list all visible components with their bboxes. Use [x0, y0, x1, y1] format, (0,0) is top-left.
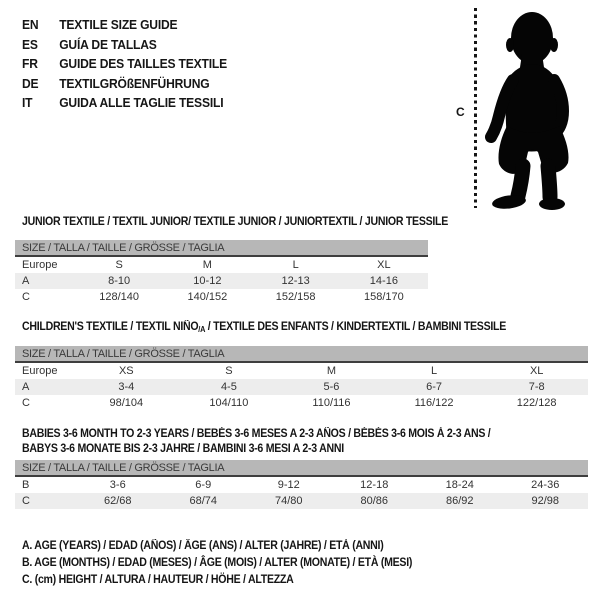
months-cell: 6-9	[195, 479, 212, 491]
height-cell: 122/128	[516, 397, 557, 409]
row-label: Europe	[22, 259, 58, 271]
age-cell: 14-16	[369, 275, 398, 287]
language-row-es	[22, 35, 227, 55]
children-size-table	[15, 346, 588, 411]
size-cell: L	[292, 259, 299, 271]
height-measure-label: C	[456, 105, 465, 119]
size-header-bar: SIZE / TALLA / TAILLE / GRÖSSE / TAGLIA	[15, 240, 428, 257]
height-cell: 92/98	[531, 495, 560, 507]
size-cell: XS	[118, 365, 134, 377]
language-row-en	[22, 15, 227, 35]
row-label: C	[22, 397, 30, 409]
title-part: CHILDREN'S TEXTILE / TEXTIL NIÑO	[22, 321, 199, 333]
height-cell: 158/170	[363, 291, 404, 303]
babies-table-title-line2: BABYS 3-6 MONATE BIS 2-3 JAHRE / BAMBINI 3-6 MESI A 2-3 ANNI	[22, 443, 344, 455]
age-cell: 12-13	[281, 275, 310, 287]
size-header-bar: SIZE / TALLA / TAILLE / GRÖSSE / TAGLIA	[15, 460, 588, 477]
language-title: TEXTILGRÖßENFÜHRUNG	[59, 75, 210, 91]
language-title: GUIDA ALLE TAGLIE TESSILI	[59, 95, 224, 110]
table-row-height	[15, 493, 588, 509]
height-cell: 116/122	[414, 397, 454, 409]
months-cell: 12-18	[360, 479, 389, 491]
junior-table-title: JUNIOR TEXTILE / TEXTIL JUNIOR/ TEXTILE JUNIOR / JUNIORTEXTIL / JUNIOR TESSILE	[22, 216, 449, 228]
row-label: A	[22, 381, 30, 393]
language-row-fr	[22, 54, 227, 74]
age-cell: 3-4	[118, 381, 135, 393]
row-label: A	[22, 275, 30, 287]
language-title: GUIDE DES TAILLES TEXTILE	[59, 56, 227, 71]
size-cell: S	[115, 259, 123, 271]
size-cell: M	[202, 259, 212, 271]
language-row-de	[22, 74, 227, 94]
size-header-bar: SIZE / TALLA / TAILLE / GRÖSSE / TAGLIA	[15, 346, 588, 363]
row-label: C	[22, 495, 30, 507]
age-cell: 8-10	[108, 275, 131, 287]
months-cell: 3-6	[109, 479, 126, 491]
height-cell: 86/92	[445, 495, 474, 507]
height-cell: 152/158	[275, 291, 316, 303]
row-label: B	[22, 479, 30, 491]
height-cell: 128/140	[99, 291, 139, 303]
language-code: IT	[22, 95, 33, 110]
table-row-height	[15, 289, 428, 305]
table-row-height	[15, 395, 588, 411]
row-label: C	[22, 291, 30, 303]
note-age-months: B. AGE (MONTHS) / EDAD (MESES) / ÂGE (MOIS) / ALTER (MONATE) / ETÀ (MESI)	[22, 557, 413, 569]
title-subscript: /A	[198, 325, 206, 334]
months-cell: 24-36	[531, 479, 560, 491]
height-cell: 98/104	[109, 397, 144, 409]
size-cell: XL	[377, 259, 391, 271]
language-code: FR	[22, 56, 38, 71]
row-label: Europe	[22, 365, 58, 377]
legend-notes	[22, 538, 412, 589]
size-cell: L	[431, 365, 438, 377]
children-table-title	[22, 321, 506, 336]
height-cell: 80/86	[360, 495, 389, 507]
babies-table-title-line1: BABIES 3-6 MONTH TO 2-3 YEARS / BEBÉS 3-6 MESES A 2-3 AÑOS / BÉBÉS 3-6 MOIS À 2-3 ANS /	[22, 428, 491, 440]
language-code: DE	[22, 75, 39, 91]
toddler-silhouette-icon	[482, 6, 580, 212]
height-cell: 140/152	[187, 291, 228, 303]
note-age-years: A. AGE (YEARS) / EDAD (AÑOS) / ÂGE (ANS) / ALTER (JAHRE) / ETÀ (ANNI)	[22, 540, 384, 552]
note-height-cm: C. (cm) HEIGHT / ALTURA / HAUTEUR / HÖHE / ALTEZZA	[22, 574, 294, 586]
language-code: ES	[22, 36, 38, 52]
height-cell: 74/80	[274, 495, 303, 507]
table-row-age	[15, 273, 428, 289]
table-row-months	[15, 477, 588, 493]
height-cell: 110/116	[312, 397, 351, 409]
size-cell: S	[225, 365, 233, 377]
junior-size-table	[15, 240, 428, 305]
language-title: GUÍA DE TALLAS	[59, 36, 157, 52]
table-row-age	[15, 379, 588, 395]
age-cell: 7-8	[528, 381, 545, 393]
height-dashed-line	[474, 8, 477, 208]
height-cell: 68/74	[189, 495, 218, 507]
age-cell: 10-12	[193, 275, 222, 287]
size-cell: XL	[529, 365, 544, 377]
age-cell: 6-7	[426, 381, 443, 393]
size-cell: M	[326, 365, 337, 377]
language-title: TEXTILE SIZE GUIDE	[59, 17, 178, 32]
language-title-list	[22, 15, 227, 113]
age-cell: 4-5	[220, 381, 237, 393]
table-row-europe	[15, 363, 588, 379]
table-row-europe	[15, 257, 428, 273]
title-part: / TEXTILE DES ENFANTS / KINDERTEXTIL / BAMBINI TESSILE	[205, 321, 507, 333]
months-cell: 9-12	[277, 479, 300, 491]
language-code: EN	[22, 17, 39, 32]
language-row-it	[22, 93, 227, 113]
babies-size-table	[15, 460, 588, 509]
months-cell: 18-24	[445, 479, 474, 491]
height-cell: 62/68	[103, 495, 132, 507]
height-cell: 104/110	[209, 397, 249, 409]
age-cell: 5-6	[323, 381, 340, 393]
